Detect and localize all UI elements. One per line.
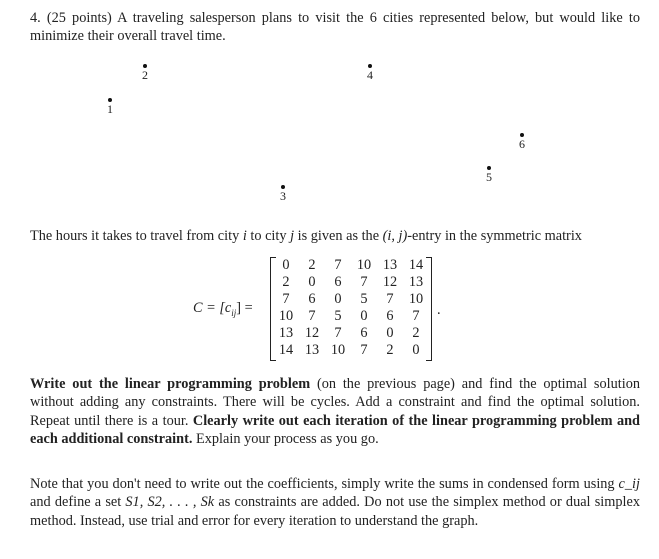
matrix-cell: 13 xyxy=(382,257,398,273)
matrix-cell: 7 xyxy=(282,291,290,307)
matrix-cell: 7 xyxy=(334,325,342,341)
hours-description: The hours it takes to travel from city i to city j is given as the (i, j)-entry in the symmetric matrix xyxy=(30,228,582,244)
matrix-row xyxy=(271,342,431,359)
matrix-cell: 7 xyxy=(334,257,342,273)
matrix-cell: 2 xyxy=(386,342,394,358)
matrix-cell: 7 xyxy=(386,291,394,307)
matrix-cell: 7 xyxy=(360,342,368,358)
matrix-cell: 2 xyxy=(308,257,316,273)
matrix-cell: 14 xyxy=(408,257,424,273)
matrix-cell: 6 xyxy=(334,274,342,290)
matrix-cell: 13 xyxy=(278,325,294,341)
matrix-row xyxy=(271,274,431,291)
instructions-paragraph: Write out the linear programming problem (on the previous page) and find the optimal solution without adding any constraints. There will be cycles. Add a constraint and find the optimal solution. Repeat until there is a tour. Clearly write out each iteration of the linear programming problem and each additional constraint. Explain your process as you go. xyxy=(30,376,641,447)
cost-matrix xyxy=(270,257,432,361)
matrix-cell: 0 xyxy=(386,325,394,341)
matrix-cell: 5 xyxy=(334,308,342,324)
matrix-cell: 2 xyxy=(282,274,290,290)
city-3: 3 xyxy=(273,185,293,202)
matrix-cell: 0 xyxy=(334,291,342,307)
matrix-cell: 0 xyxy=(308,274,316,290)
city-5: 5 xyxy=(479,166,499,183)
matrix-cell: 10 xyxy=(356,257,372,273)
matrix-cell: 0 xyxy=(412,342,420,358)
matrix-row xyxy=(271,325,431,342)
city-4: 4 xyxy=(360,64,380,81)
matrix-cell: 7 xyxy=(412,308,420,324)
matrix-cell: 6 xyxy=(308,291,316,307)
matrix-cell: 12 xyxy=(382,274,398,290)
matrix-cell: 0 xyxy=(282,257,290,273)
matrix-cell: 6 xyxy=(386,308,394,324)
matrix-period: . xyxy=(437,302,441,318)
city-2: 2 xyxy=(135,64,155,81)
matrix-cell: 5 xyxy=(360,291,368,307)
matrix-cell: 12 xyxy=(304,325,320,341)
matrix-cell: 10 xyxy=(408,291,424,307)
matrix-cell: 10 xyxy=(330,342,346,358)
matrix-row xyxy=(271,308,431,325)
city-1: 1 xyxy=(100,98,120,115)
matrix-cell: 2 xyxy=(412,325,420,341)
city-6: 6 xyxy=(512,133,532,150)
matrix-row xyxy=(271,291,431,308)
matrix-cell: 7 xyxy=(308,308,316,324)
matrix-cell: 10 xyxy=(278,308,294,324)
matrix-cell: 0 xyxy=(360,308,368,324)
note-paragraph: Note that you don't need to write out the coefficients, simply write the sums in condensed form using c_ij and define a set S1, S2, . . . , Sk as constraints are added. Do not use the simplex method or dual simplex method. Instead, use trial and error for every iteration to understand the graph. xyxy=(30,476,641,529)
matrix-cell: 13 xyxy=(304,342,320,358)
matrix-cell: 7 xyxy=(360,274,368,290)
matrix-cell: 6 xyxy=(360,325,368,341)
matrix-cell: 13 xyxy=(408,274,424,290)
matrix-cell: 14 xyxy=(278,342,294,358)
matrix-label: $C = [c_{ij}]$ = xyxy=(193,300,253,318)
problem-intro: 4. (25 points) A traveling salesperson plans to visit the 6 cities represented below, but would like to minimize their overall travel time. xyxy=(30,10,640,45)
matrix-row xyxy=(271,257,431,274)
